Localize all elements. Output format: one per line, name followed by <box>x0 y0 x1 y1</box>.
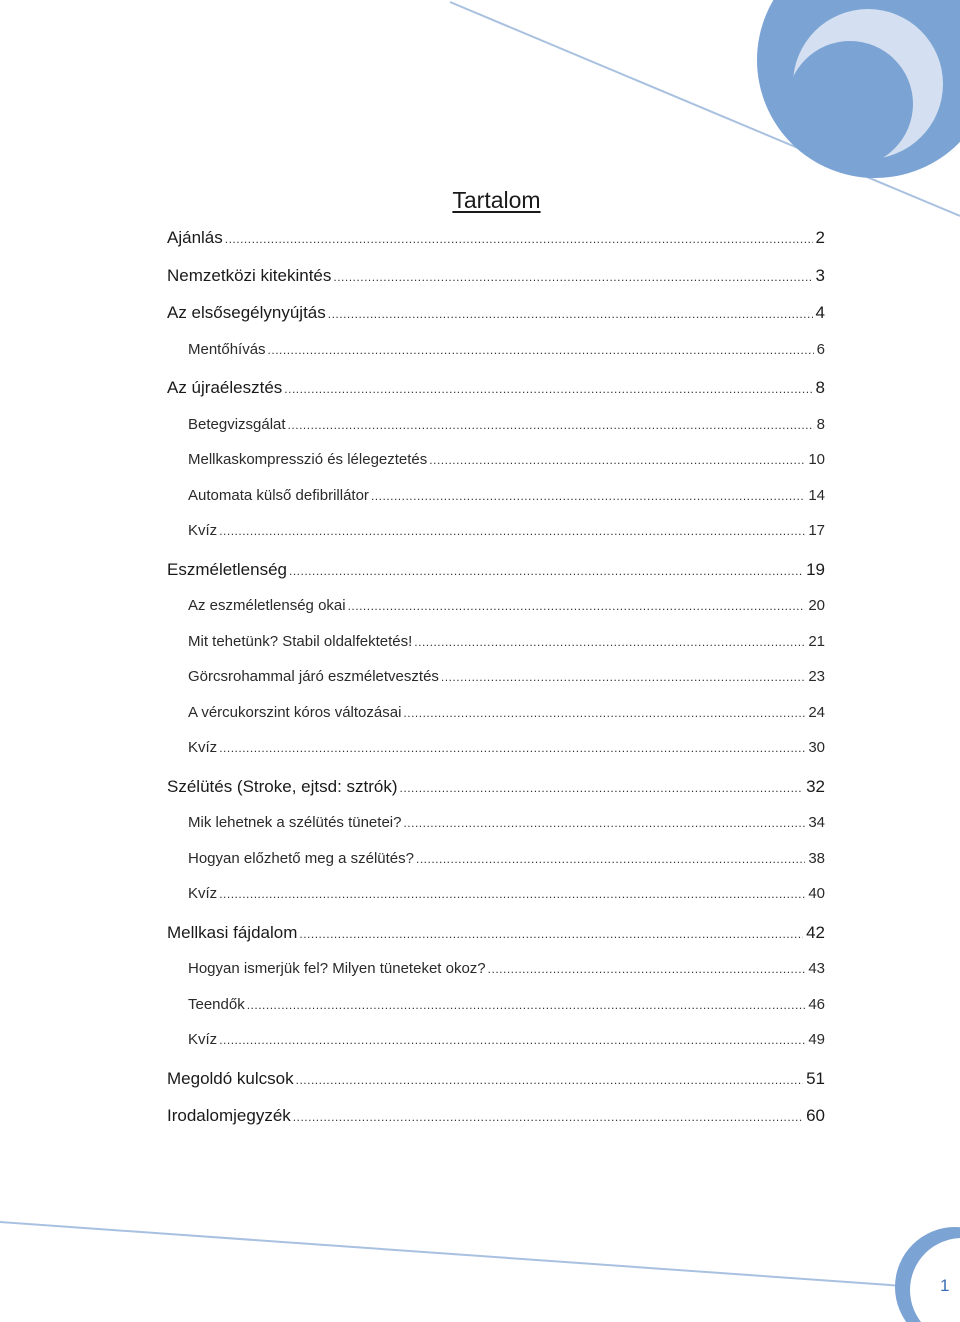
toc-entry-page: 43 <box>808 960 825 977</box>
toc-entry[interactable] <box>188 739 825 756</box>
toc-entry-label: Az újraélesztés <box>167 378 283 397</box>
toc-entry-page: 10 <box>808 451 825 468</box>
toc-entry-label: Görcsrohammal járó eszméletvesztés <box>188 668 439 685</box>
toc-entry-page: 23 <box>808 668 825 685</box>
toc-entry[interactable] <box>188 451 825 468</box>
toc-entry[interactable] <box>167 228 825 248</box>
toc-entry-label: Szélütés (Stroke, ejtsd: sztrók) <box>167 776 398 796</box>
toc-entry-page: 38 <box>808 849 825 867</box>
toc-entry-page: 42 <box>806 922 825 942</box>
toc-entry[interactable] <box>188 633 825 650</box>
bottom-line <box>0 1222 960 1290</box>
top-circle-inner <box>787 41 913 167</box>
toc-entry[interactable] <box>167 923 825 943</box>
toc-entry-page: 4 <box>815 303 825 322</box>
toc-dot-leader <box>400 781 804 795</box>
toc-entry[interactable] <box>167 303 825 323</box>
toc-entry-label: Kvíz <box>188 885 218 902</box>
toc-dot-leader <box>416 852 805 866</box>
toc-entry-label: Kvíz <box>188 522 218 539</box>
toc-entry[interactable] <box>188 522 825 539</box>
toc-entry-page: 51 <box>806 1068 825 1088</box>
toc-entry-page: 6 <box>816 340 825 358</box>
toc-entry-label: Az eszméletlenség okai <box>188 597 346 614</box>
toc-dot-leader <box>371 489 805 503</box>
toc-dot-leader <box>414 635 805 649</box>
toc-entry[interactable] <box>167 1069 825 1089</box>
toc-entry-label: Ajánlás <box>167 228 223 247</box>
toc-dot-leader <box>219 1033 805 1047</box>
toc-entry[interactable] <box>188 341 825 358</box>
toc-entry[interactable] <box>188 850 825 867</box>
toc-entry-page: 34 <box>808 814 825 831</box>
toc-entry[interactable] <box>188 597 825 614</box>
toc-entry-label: Hogyan ismerjük fel? Milyen tüneteket okoz? <box>188 960 486 977</box>
toc-entry[interactable] <box>188 704 825 721</box>
toc-entry-label: Automata külső defibrillátor <box>188 486 369 504</box>
toc-entry-page: 21 <box>808 632 825 650</box>
page-number: 1 <box>940 1276 950 1295</box>
toc-entry[interactable] <box>167 777 825 797</box>
toc-entry[interactable] <box>188 416 825 433</box>
toc-dot-leader <box>289 564 803 578</box>
toc-entry-page: 49 <box>808 1031 825 1048</box>
toc-entry-label: Mik lehetnek a szélütés tünetei? <box>188 814 402 831</box>
toc-dot-leader <box>296 1073 803 1087</box>
toc-entry-page: 2 <box>815 228 825 247</box>
toc-entry-label: Megoldó kulcsok <box>167 1068 294 1088</box>
toc-dot-leader <box>348 599 806 613</box>
toc-entry-label: Irodalomjegyzék <box>167 1106 291 1125</box>
toc-entry-label: Az elsősegélynyújtás <box>167 303 326 322</box>
toc-entry[interactable] <box>188 1031 825 1048</box>
toc-dot-leader <box>441 670 805 684</box>
toc-entry[interactable] <box>188 487 825 504</box>
toc-entry-label: Eszméletlenség <box>167 559 288 579</box>
toc-entry-label: Teendők <box>188 995 245 1013</box>
toc-dot-leader <box>299 927 803 941</box>
toc-dot-leader <box>219 741 805 755</box>
toc-dot-leader <box>284 382 812 396</box>
toc-entry-page: 20 <box>808 597 825 614</box>
toc-dot-leader <box>219 887 805 901</box>
toc-entry[interactable] <box>188 996 825 1013</box>
toc-entry[interactable] <box>188 668 825 685</box>
toc-entry[interactable] <box>167 1106 825 1126</box>
toc-title: Tartalom <box>452 187 541 213</box>
toc-entry-label: Mellkaskompresszió és lélegeztetés <box>188 451 428 468</box>
toc-dot-leader <box>219 524 805 538</box>
toc-entry-page: 24 <box>808 703 825 721</box>
toc-entry-label: Mellkasi fájdalom <box>167 922 298 942</box>
toc-entry-page: 8 <box>815 378 825 397</box>
toc-entry-label: A vércukorszint kóros változásai <box>188 703 402 721</box>
toc-entry-page: 8 <box>816 415 825 433</box>
toc-entry[interactable] <box>167 378 825 398</box>
toc-entry-label: Nemzetközi kitekintés <box>167 265 332 285</box>
toc-entry[interactable] <box>188 960 825 977</box>
toc-entry-page: 14 <box>808 486 825 504</box>
toc-dot-leader <box>293 1110 803 1124</box>
toc-dot-leader <box>268 343 814 357</box>
toc-entry-label: Mit tehetünk? Stabil oldalfektetés! <box>188 632 413 650</box>
toc-entry-page: 17 <box>808 522 825 539</box>
toc-dot-leader <box>333 270 812 284</box>
toc-entry-page: 40 <box>808 885 825 902</box>
toc-dot-leader <box>225 232 813 246</box>
toc-entry[interactable] <box>188 814 825 831</box>
toc-dot-leader <box>403 816 805 830</box>
toc-dot-leader <box>429 453 805 467</box>
toc-entry[interactable] <box>188 885 825 902</box>
toc-entry-label: Hogyan előzhető meg a szélütés? <box>188 849 414 867</box>
toc-entry-label: Betegvizsgálat <box>188 415 286 433</box>
toc-dot-leader <box>247 998 806 1012</box>
toc-entry-page: 30 <box>808 739 825 756</box>
toc-dot-leader <box>328 307 813 321</box>
toc-entry-page: 46 <box>808 995 825 1013</box>
toc-entry-page: 3 <box>815 265 825 285</box>
toc-dot-leader <box>288 418 814 432</box>
toc-entry-page: 60 <box>806 1106 825 1125</box>
toc-entry-page: 19 <box>806 559 825 579</box>
toc-entry[interactable] <box>167 560 825 580</box>
toc-entry[interactable] <box>167 266 825 286</box>
toc-dot-leader <box>488 962 806 976</box>
toc-entry-label: Kvíz <box>188 1031 218 1048</box>
toc-dot-leader <box>403 706 805 720</box>
toc-entry-page: 32 <box>806 776 825 796</box>
toc-entry-label: Kvíz <box>188 739 218 756</box>
toc-entry-label: Mentőhívás <box>188 340 266 358</box>
